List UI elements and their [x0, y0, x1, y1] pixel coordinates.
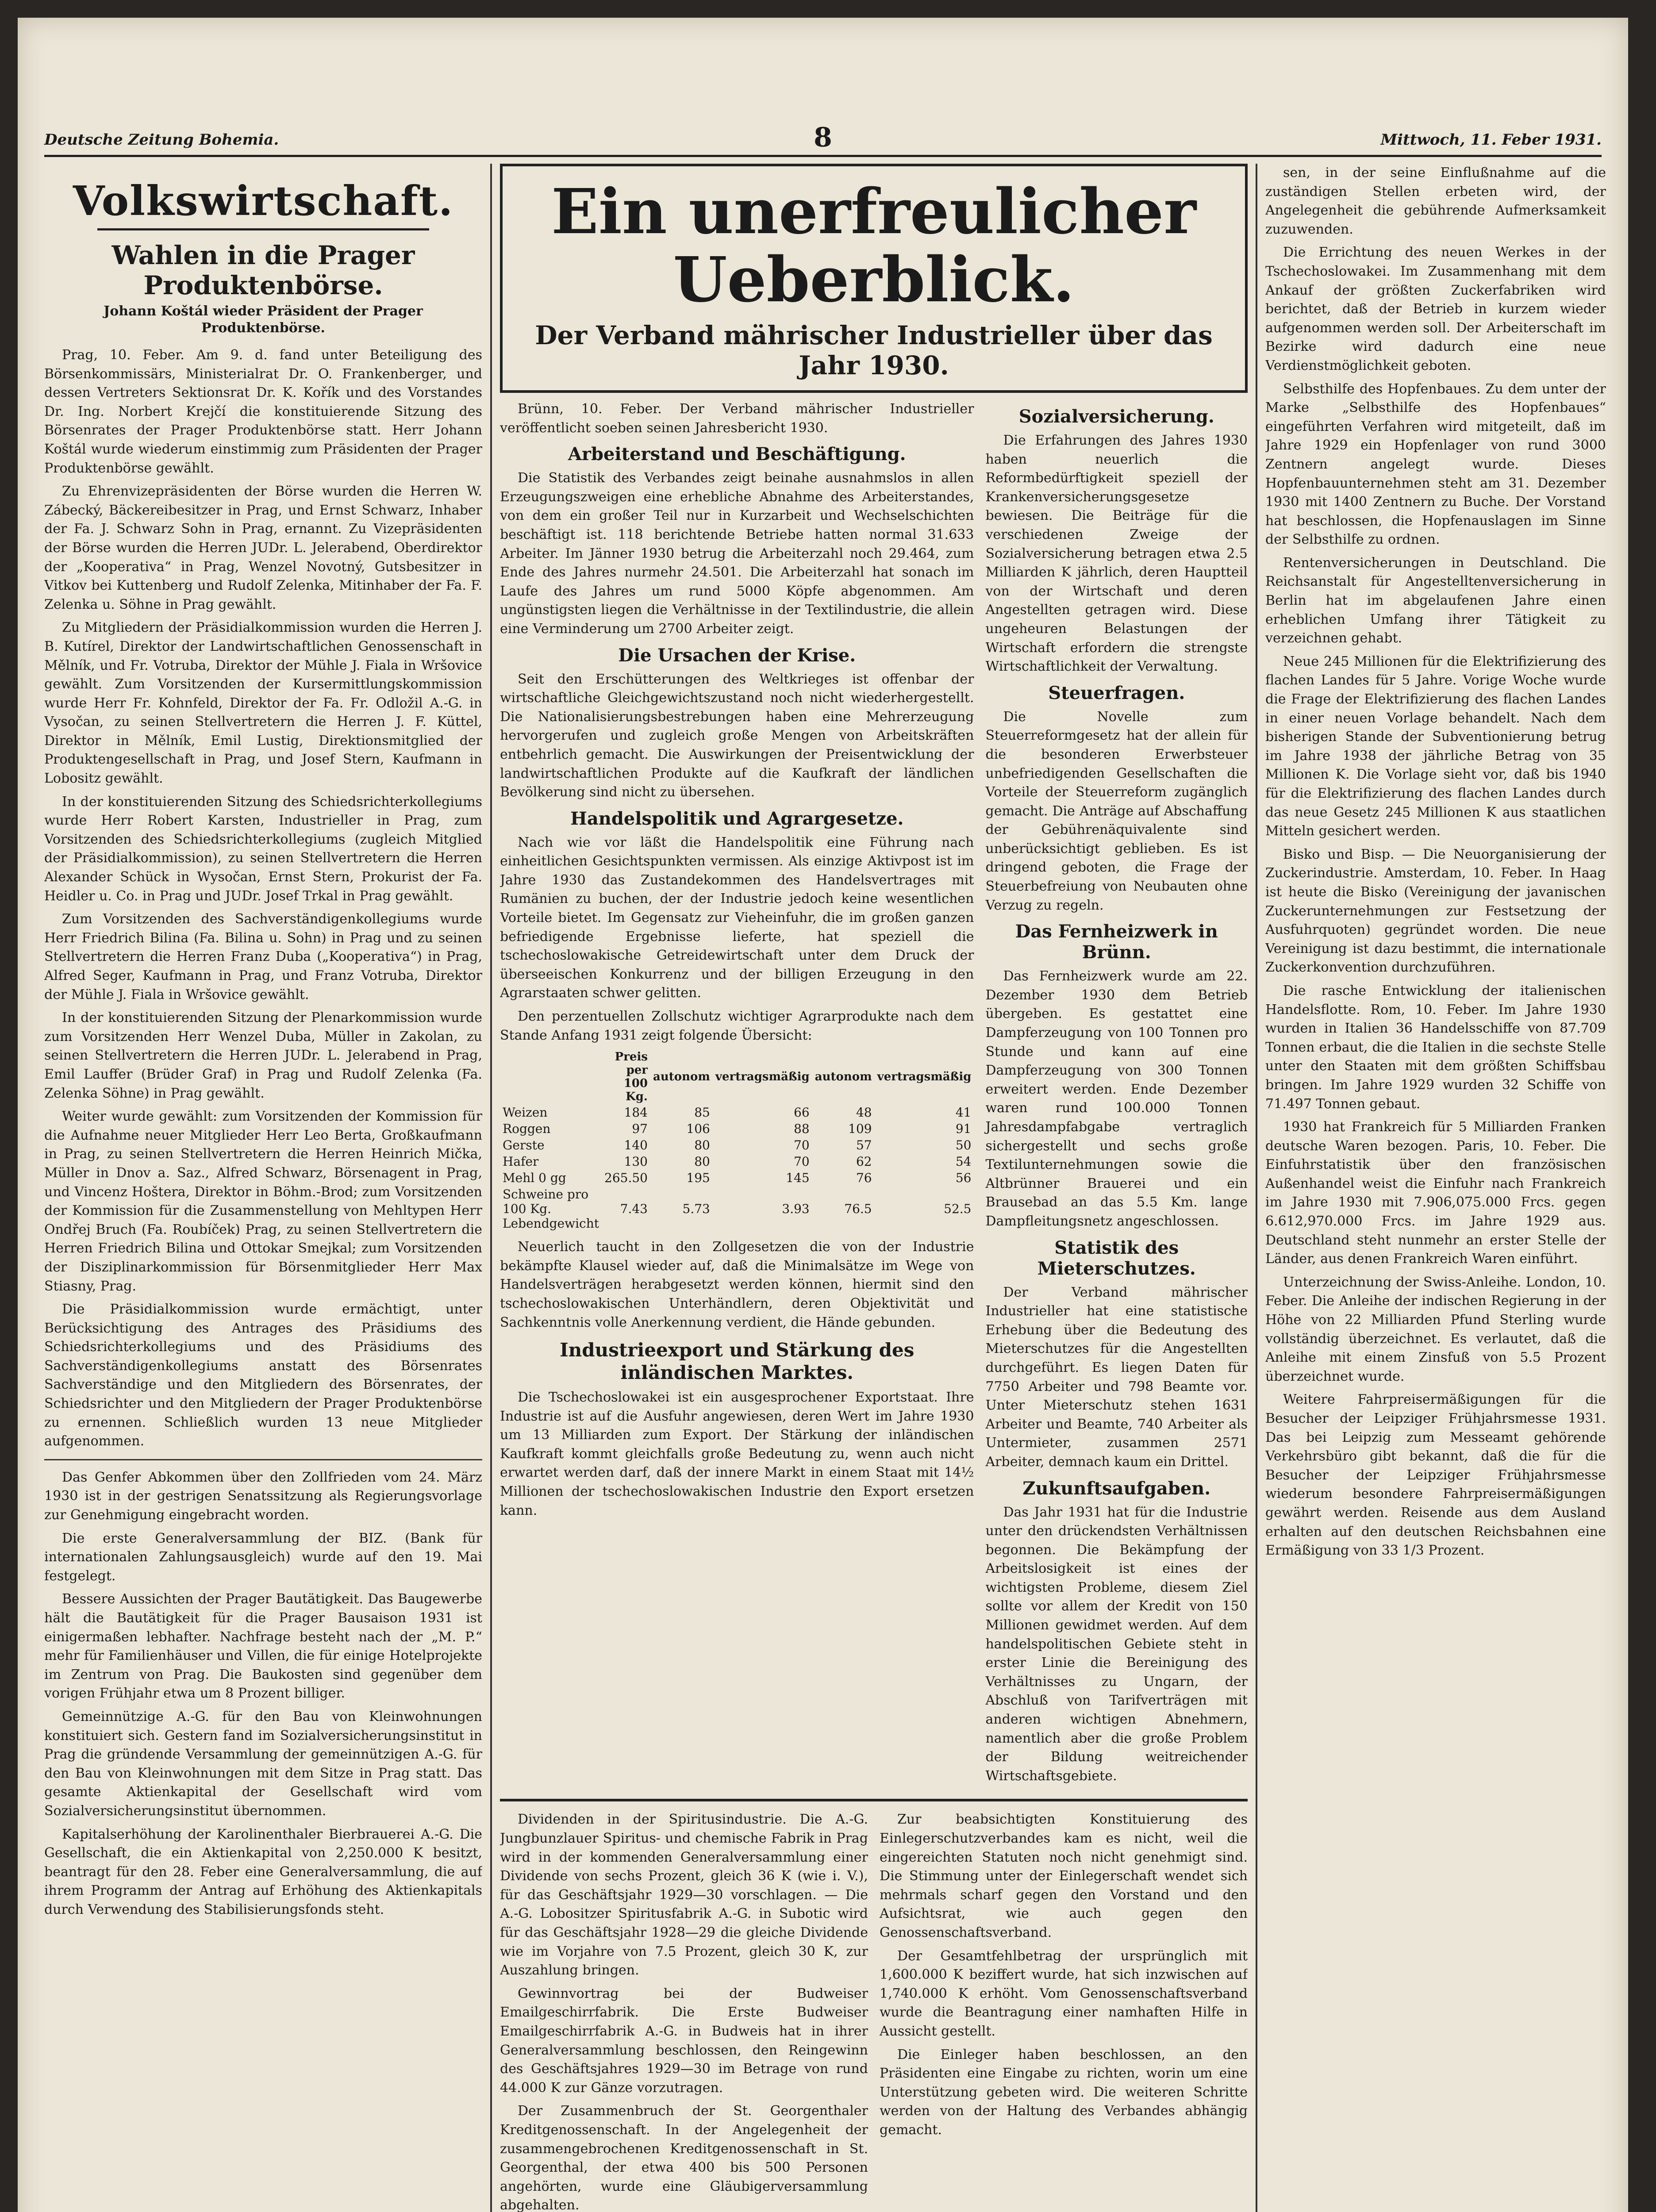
bottom-notes-column-2	[880, 1810, 1248, 2212]
subheading: Handelspolitik und Agrargesetze.	[570, 808, 904, 829]
note: Kapitalserhöhung der Karolinenthaler Bierbrauerei A.-G. Die Gesellschaft, die ein Aktienkapital von 2,250.000 K besitzt, beantragt für den 28. Feber eine Generalversammlung, die auf ihrem Programm der Antrag auf Erhöhung des Aktienkapitals durch Verwendung des Stabilisierungsfonds steht.	[44, 1826, 482, 1917]
paragraph: Neue 245 Millionen für die Elektrifizierung des flachen Landes für 5 Jahre. Vorige Woche wurde die Frage der Elektrifizierung des flachen Landes in einer neuen Vorlage behandelt. Nach dem bisherigen Stande der Subventionierung betrug im Jahre 1938 der jährliche Betrag von 35 Millionen K. Die Vorlage sieht vor, daß bis 1940 für die Elektrifizierung des flachen Landes durch das neue Gesetz 245 Millionen K aus staatlichen Mitteln gesichert werden.	[1265, 653, 1606, 839]
table-cell: 56	[955, 1171, 972, 1186]
table-header: autonom	[653, 1070, 710, 1084]
table-cell: Gerste	[503, 1138, 545, 1153]
article-title: Wahlen in die Prager Produktenbörse.	[111, 240, 415, 300]
section-title: Volkswirtschaft.	[73, 177, 454, 225]
paragraph: Selbsthilfe des Hopfenbaues. Zu dem unter der Marke „Selbsthilfe des Hopfenbaues“ eingeführten Verfahren wird mitgeteilt, daß im Jahre 1929 ein Hopfenlager von rund 3000 Zentnern angelegt wurde. Dieses Hopfenbauunternehmen steht am 31. Dezember 1930 mit 1400 Zentnern zu Buche. Der Vorstand hat beschlossen, die Hopfenauslagen im Sinne der Selbsthilfe zu ordnen.	[1265, 381, 1606, 548]
paragraph: In der konstituierenden Sitzung des Schiedsrichterkollegiums wurde Herr Robert Karsten, Industrieller in Prag, zum Vorsitzenden des Schiedsrichterkollegiums (zugleich Mitglied der Präsidialkommission), zu seinen Stellvertretern die Herren Alexander Schück in Wysočan, Ernst Stern, Prokurist der Fa. Heidler u. Co. in Prag und JUDr. Josef Trkal in Prag gewählt.	[44, 794, 482, 904]
table-cell: 80	[694, 1154, 710, 1169]
article-subtitle: Johann Koštál wieder Präsident der Prager Produktenbörse.	[104, 303, 423, 336]
table-cell: Weizen	[503, 1105, 548, 1120]
paragraph: Prag, 10. Feber. Am 9. d. fand unter Beteiligung des Börsenkommissärs, Ministerialrat Dr. O. Frankenberger, und dessen Vertreters Sektionsrat Dr. K. Kořík und des Vorstandes Dr. Ing. Norbert Krejčí die konstituierende Sitzung des Börsenrates der Prager Produktenbörse statt. Herr Johann Koštál wurde wiederum einstimmig zum Präsidenten der Prager Produktenbörse gewählt.	[44, 347, 482, 476]
masthead: Deutsche Zeitung Bohemia.	[44, 131, 279, 149]
table-cell: 41	[955, 1105, 972, 1120]
page-number: 8	[814, 122, 832, 153]
table-cell: 5.73	[682, 1202, 710, 1217]
paragraph: Nach wie vor läßt die Handelspolitik eine Führung nach einheitlichen Gesichtspunkten vermissen. Als einzige Aktivpost ist im Jahre 1930 das Zustandekommen des Handelsvertrages mit Rumänien zu buchen, der der Industrie jedoch keine wesentlichen Vorteile bietet. Im Gegensatz zur Vieheinfuhr, die im großen ganzen befriedigende Ergebnisse lieferte, hat speziell die tschechoslowakische Getreidewirtschaft unter dem Druck der überseeischen Konkurrenz und der billigen Erzeugung in den Agrarstaaten schwer gelitten.	[500, 834, 974, 1001]
table-cell: 3.93	[782, 1202, 810, 1217]
paragraph: Die Statistik des Verbandes zeigt beinahe ausnahmslos in allen Erzeugungszweigen eine erhebliche Abnahme des Arbeiterstandes, von dem ein großer Teil nur in Kurzarbeit und Wechselschichten beschäftigt ist. 118 berichtende Betriebe hatten normal 31.633 Arbeiter. Im Jänner 1930 betrug die Arbeiterzahl noch 29.464, zum Ende des Jahres nurmehr 24.501. Die Arbeiterzahl hat sonach im Laufe des Jahres um rund 5000 Köpfe abgenommen. Am ungünstigsten liegen die Verhältnisse in der Textilindustrie, die allein eine Verminderung um 2700 Arbeiter zeigt.	[500, 470, 974, 637]
divider	[44, 1459, 482, 1460]
subheading: Industrieexport und Stärkung des inländischen Marktes.	[560, 1339, 914, 1383]
subheading: Die Ursachen der Krise.	[618, 645, 856, 666]
table-cell: 265.50	[604, 1171, 648, 1186]
table-header: vertragsmäßig	[715, 1070, 810, 1084]
headline-banner	[500, 164, 1248, 393]
table-cell: 80	[694, 1138, 710, 1153]
paragraph: Das Jahr 1931 hat für die Industrie unter den drückendsten Verhältnissen begonnen. Die Bekämpfung der Arbeitslosigkeit ist eines der wichtigsten Probleme, diesem Ziel sollte vor allem der Kredit von 150 Millionen gewidmet werden. Auf dem handelspolitischen Gebiete steht in erster Linie die Bereinigung des Verhältnisses zu Ungarn, der Abschluß von Tarifverträgen mit anderen wichtigen Abnehmern, namentlich aber die große Problem der Bildung weitreichender Wirtschaftsgebiete.	[985, 1504, 1248, 1784]
note: Das Genfer Abkommen über den Zollfrieden vom 24. März 1930 ist in der gestrigen Senatssitzung als Regierungsvorlage zur Genehmigung eingebracht worden.	[44, 1469, 482, 1523]
subheading: Steuerfragen.	[1048, 682, 1185, 703]
bottom-notes-column-1	[500, 1810, 868, 2212]
subheading: Das Fernheizwerk in Brünn.	[1015, 921, 1218, 963]
paragraph: Rentenversicherungen in Deutschland. Die Reichsanstalt für Angestelltenversicherung in Berlin hat im abgelaufenen Jahre einen erheblichen Umfang ihrer Tätigkeit zu verzeichnen gehabt.	[1265, 555, 1606, 646]
table-cell: 7.43	[620, 1202, 648, 1217]
table-cell: 85	[694, 1105, 710, 1120]
bottom-notes	[500, 1810, 1248, 2212]
table-header-row	[500, 1049, 974, 1104]
note: Bessere Aussichten der Prager Bautätigkeit. Das Baugewerbe hält die Bautätigkeit für die Prager Bausaison 1931 ist einigermaßen lebhafter. Nachfrage besteht nach der „M. P.“ mehr für Familienhäuser und Villen, die für einige Hotelprojekte im Zentrum von Prag. Die Baukosten sind gegenüber dem vorigen Frühjahr etwa um 8 Prozent billiger.	[44, 1591, 482, 1701]
column-rule-2	[1256, 164, 1257, 2212]
table-cell: 54	[955, 1154, 972, 1169]
subheading: Zukunftsaufgaben.	[1022, 1478, 1211, 1499]
headline: Ein unerfreulicher Ueberblick.	[551, 176, 1196, 316]
table-header: autonom	[815, 1070, 872, 1084]
table-cell: 195	[686, 1171, 710, 1186]
tariff-table	[500, 1049, 974, 1232]
note: Der Zusammenbruch der St. Georgenthaler Kreditgenossenschaft. In der Angelegenheit der zusammengebrochenen Kreditgenossenschaft in St. Georgenthal, der etwa 400 bis 500 Personen angehörten, wurde eine Gläubigerversammlung abgehalten.	[500, 2103, 868, 2212]
paragraph: In der konstituierenden Sitzung der Plenarkommission wurde zum Vorsitzenden Herr Wenzel Duba, Müller in Zakolan, zu seinen Stellvertretern die Herren JUDr. L. Jelerabend in Prag, Emil Lauffer (Brüder Graf) in Prag und Rudolf Zelenka (Fa. Zelenka Söhne) in Prag gewählt.	[44, 1010, 482, 1101]
section-rule	[97, 228, 429, 230]
paragraph: Weiter wurde gewählt: zum Vorsitzenden der Kommission für die Aufnahme neuer Mitglieder Herr Leo Berta, Großkaufmann in Prag, zu seinen Stellvertretern die Herren Heinrich Mička, Müller in Dnov a. Saz., Alfred Schwarz, Börsenagent in Prag, und Vincenz Hoštera, Direktor in Böhm.-Brod; zum Vorsitzenden der Kommission für die Zusammenstellung von Mehltypen Herr Ondřej Bruch (Fa. Roubíček) Prag, zu seinen Stellvertretern die Herren Friedrich Bilina und Ottokar Smejkal; zum Vorsitzenden der Disziplinarkommission für Börsenmitglieder Herr Max Stiasny, Prag.	[44, 1109, 482, 1294]
note: Der Gesamtfehlbetrag der ursprünglich mit 1,600.000 K beziffert wurde, hat sich inzwischen auf 1,740.000 K erhöht. Vom Genossenschaftsverband wurde die Beantragung einer namhaften Hilfe in Aussicht gestellt.	[880, 1948, 1248, 2039]
table-header	[500, 1049, 602, 1104]
table-cell: 62	[856, 1154, 872, 1169]
table-row	[500, 1153, 974, 1170]
report-column-1	[500, 400, 974, 1790]
table-cell: 57	[856, 1138, 872, 1153]
divider	[500, 1799, 1248, 1801]
table-cell: 52.5	[944, 1202, 972, 1217]
paragraph: 1930 hat Frankreich für 5 Milliarden Franken deutsche Waren bezogen. Paris, 10. Feber. Die Einfuhrstatistik über den französischen Außenhandel weist die Einfuhr nach Frankreich im Jahre 1930 mit 7.906,075.000 Frcs. gegen 6.612,970.000 Frcs. im Jahre 1929 aus. Deutschland steht nunmehr an erster Stelle der Länder, aus denen Frankreich Waren einführt.	[1265, 1119, 1606, 1267]
table-cell: 88	[794, 1121, 810, 1137]
table-cell: 140	[624, 1138, 648, 1153]
table-cell: Schweine pro 100 Kg. Lebendgewicht	[503, 1187, 599, 1231]
table-cell: 97	[632, 1121, 648, 1137]
table-cell: 76	[856, 1171, 872, 1186]
table-cell: 48	[856, 1105, 872, 1120]
paragraph: Die Erfahrungen des Jahres 1930 haben neuerlich die Reformbedürftigkeit speziell der Krankenversicherungsgesetze bewiesen. Die Beiträge für die verschiedenen Zweige der Sozialversicherung betragen etwa 2.5 Milliarden K jährlich, deren Hauptteil von der Wirtschaft und deren Angestellten getragen wird. Diese ungeheuren Belastungen der Wirtschaft erfordern die strengste Wirtschaftlichkeit der Verwaltung.	[985, 433, 1248, 675]
table-cell: 70	[794, 1154, 810, 1169]
table-cell: 76.5	[844, 1202, 872, 1217]
note: Zur beabsichtigten Konstituierung des Einlegerschutzverbandes kam es nicht, weil die eingereichten Statuten noch nicht genehmigt sind. Die Stimmung unter der Einlegerschaft wendet sich mehrmals scharf gegen den Vorstand und den Aufsichtsrat, wie auch gegen den Genossenschaftsverband.	[880, 1812, 1248, 1940]
report-column-2	[985, 400, 1248, 1790]
table-row	[500, 1104, 974, 1121]
table-cell: 145	[786, 1171, 810, 1186]
intro-paragraph: Brünn, 10. Feber. Der Verband mährischer Industrieller veröffentlicht soeben seinen Jahresbericht 1930.	[500, 401, 974, 436]
table-row	[500, 1186, 974, 1232]
table-cell: 70	[794, 1138, 810, 1153]
paragraph: Neuerlich taucht in den Zollgesetzen die von der Industrie bekämpfte Klausel wieder auf, daß die Minimalsätze im Wege von Handelsverträgen herabgesetzt werden können, hiermit sind den tschechoslowakischen Unterhändlern, deren Objektivität und Sachkenntnis volle Anerkennung verdient, die Hände gebunden.	[500, 1239, 974, 1330]
paragraph: Den perzentuellen Zollschutz wichtiger Agrarprodukte nach dem Stande Anfang 1931 zeigt folgende Übersicht:	[500, 1009, 974, 1043]
paragraph: Zum Vorsitzenden des Sachverständigenkollegiums wurde Herr Friedrich Bilina (Fa. Bilina u. Sohn) in Prag und zu seinen Stellvertretern die Herren Franz Duba („Kooperativa“) in Prag, Alfred Seger, Kaufmann in Prag, und Franz Votruba, Direktor der Mühle J. Fiala in Wršovice gewählt.	[44, 911, 482, 1002]
paragraph: Unterzeichnung der Swiss-Anleihe. London, 10. Feber. Die Anleihe der indischen Regierung in der Höhe von 22 Milliarden Pfund Sterling wurde vollständig überzeichnet. Es verlautet, daß die Anleihe mit einem Zinsfuß von 5.5 Prozent überzeichnet wurde.	[1265, 1274, 1606, 1384]
table-cell: Roggen	[503, 1121, 551, 1137]
news-notes	[44, 1468, 482, 1920]
table-row	[500, 1121, 974, 1137]
note: Gewinnvortrag bei der Budweiser Emailgeschirrfabrik. Die Erste Budweiser Emailgeschirrfabrik A.-G. in Budweis hat in ihrer Generalversammlung beschlossen, den Reingewinn des Geschäftsjahres 1929—30 im Betrage von rund 44.000 K zur Gänze vorzutragen.	[500, 1985, 868, 2096]
table-cell: 66	[794, 1105, 810, 1120]
paragraph: Bisko und Bisp. — Die Neuorganisierung der Zuckerindustrie. Amsterdam, 10. Feber. In Haag ist heute die Bisko (Vereinigung der javanischen Zuckerunternehmungen zur Festsetzung der Ausfuhrquoten) gegründet worden. Die neue Vereinigung ist dazu bestimmt, die internationale Zuckerkonvention durchzuführen.	[1265, 846, 1606, 975]
page-header	[44, 119, 1602, 157]
table-header: vertragsmäßig	[877, 1070, 972, 1084]
headline-subtitle: Der Verband mährischer Industrieller über das Jahr 1930.	[535, 320, 1213, 380]
paragraph: Der Verband mährischer Industrieller hat eine statistische Erhebung über die Bedeutung des Mieterschutzes für die Angestellten durchgeführt. Es liegen Daten für 7750 Arbeiter und 798 Beamte vor. Unter Mieterschutz stehen 1631 Arbeiter und Beamte, 740 Arbeiter als Untermieter, zusammen 2571 Arbeiter, demnach kaum ein Drittel.	[985, 1284, 1248, 1470]
note: Die erste Generalversammlung der BIZ. (Bank für internationalen Zahlungsausgleich) wurde auf den 19. Mai festgelegt.	[44, 1530, 482, 1584]
paragraph: Seit den Erschütterungen des Weltkrieges ist offenbar der wirtschaftliche Gleichgewichtszustand noch nicht wiederhergestellt. Die Nationalisierungsbestrebungen haben eine Mehrerzeugung hervorgerufen und zugleich große Mengen von Arbeitskräften entbehrlich gemacht. Die Auswirkungen der Preisentwicklung der landwirtschaftlichen Produkte auf die Kaufkraft der ländlichen Bevölkerung sind nicht zu übersehen.	[500, 671, 974, 800]
note: Dividenden in der Spiritusindustrie. Die A.-G. Jungbunzlauer Spiritus- und chemische Fabrik in Prag wird in der kommenden Generalversammlung einer Dividende von sechs Prozent, gleich 36 K (wie i. V.), für das Geschäftsjahr 1929—30 vorschlagen. — Die A.-G. Lobositzer Spiritusfabrik A.-G. in Subotic wird für das Geschäftsjahr 1928—29 die gleiche Dividende wie im Vorjahre von 7.5 Prozent, gleich 30 K, zur Auszahlung bringen.	[500, 1812, 868, 1978]
table-cell: 109	[848, 1121, 872, 1137]
right-column	[1265, 164, 1606, 2212]
paragraph: Die rasche Entwicklung der italienischen Handelsflotte. Rom, 10. Feber. Im Jahre 1930 wurden in Italien 36 Handelsschiffe von 87.709 Tonnen erbaut, die die Italien in die sechste Stelle unter den Staaten mit dem größten Schiffsbau bringen. Im Jahre 1929 wurden 32 Schiffe von 71.497 Tonnen gebaut.	[1265, 983, 1606, 1112]
paragraph: Die Errichtung des neuen Werkes in der Tschechoslowakei. Im Zusammenhang mit dem Ankauf der größten Zuckerfabriken wird berichtet, daß der Betrieb in kurzem wieder aufgenommen werden soll. Der Arbeiterschaft im Bezirke wird dadurch eine neue Verdienstmöglichkeit geboten.	[1265, 245, 1606, 373]
table-cell: Hafer	[503, 1154, 539, 1169]
table-row	[500, 1170, 974, 1186]
paragraph: sen, in der seine Einflußnahme auf die zuständigen Stellen erbeten wird, der Angelegenheit die gebührende Aufmerksamkeit zuzuwenden.	[1265, 165, 1606, 237]
table-cell: 130	[624, 1154, 648, 1169]
paragraph: Die Novelle zum Steuerreformgesetz hat der allein für die besonderen Erwerbsteuer unbefriedigenden Gesellschaften die Vorteile der Steuerreform zugänglich gemacht. Die Anträge auf Abschaffung der Gebührenäquivalente sind unberücksichtigt geblieben. Es ist dringend geboten, die Frage der Steuerbefreiung von Neubauten ohne Verzug zu regeln.	[985, 709, 1248, 913]
table-cell: 106	[686, 1121, 710, 1137]
subheading: Arbeiterstand und Beschäftigung.	[568, 444, 906, 465]
paragraph: Zu Mitgliedern der Präsidialkommission wurden die Herren J. B. Kutírel, Direktor der Landwirtschaftlichen Genossenschaft in Mělník, und Fr. Votruba, Direktor der Mühle J. Fiala in Wršovice gewählt. Zum Vorsitzenden der Kursermittlungskommission wurde Herr Fr. Kohnfeld, Direktor der Fa. Fr. Odložil A.-G. in Vysočan, zu seinen Stellvertretern die Herren J. F. Küttel, Direktor in Mělník, Emil Lustig, Direktionsmitglied der Produktengesellschaft in Prag, und Josef Stern, Kaufmann in Lobositz gewählt.	[44, 620, 482, 787]
column-rule-1	[490, 164, 492, 2212]
left-column	[44, 164, 482, 2212]
subheading: Statistik des Mieterschutzes.	[1037, 1237, 1196, 1279]
middle-column	[500, 164, 1248, 2212]
note: Gemeinnützige A.-G. für den Bau von Kleinwohnungen konstituiert sich. Gestern fand im Sozialversicherungsinstitut in Prag die gründende Versammlung der gemeinnützigen A.-G. für den Bau von Kleinwohnungen mit dem Sitze in Prag statt. Das gesamte Aktienkapital der Gesellschaft wird vom Sozialversicherungsinstitut übernommen.	[44, 1709, 482, 1819]
table-cell: 91	[955, 1121, 972, 1137]
table-header: Preis per 100 Kg.	[615, 1050, 648, 1104]
table-row	[500, 1137, 974, 1153]
issue-date: Mittwoch, 11. Feber 1931.	[1380, 131, 1602, 149]
newspaper-page	[18, 18, 1628, 2212]
paragraph: Die Tschechoslowakei ist ein ausgesprochener Exportstaat. Ihre Industrie ist auf die Ausfuhr angewiesen, deren Wert im Jahre 1930 um 13 Milliarden zum Export. Der Stärkung der inländischen Kaufkraft kommt gleichfalls große Bedeutung zu, wenn auch nicht erwartet werden darf, daß der innere Markt in einem Staat mit 14½ Millionen der tschechoslowakischen Industrie den Export ersetzen kann.	[500, 1389, 974, 1518]
table-cell: 184	[624, 1105, 648, 1120]
table-cell: 50	[955, 1138, 972, 1153]
paragraph: Weitere Fahrpreisermäßigungen für die Besucher der Leipziger Frühjahrsmesse 1931. Das bei Leipzig zum Messeamt gehörende Verkehrsbüro gibt bekannt, daß die für die Besucher der Leipziger Frühjahrsmesse wiederum besondere Fahrpreisermäßigungen gewährt werden. Reisende aus dem Ausland erhalten auf den deutschen Reichsbahnen eine Ermäßigung von 33 1/3 Prozent.	[1265, 1392, 1606, 1559]
table-cell: Mehl 0 gg	[503, 1171, 566, 1186]
article-body	[44, 346, 482, 1451]
paragraph: Das Fernheizwerk wurde am 22. Dezember 1930 dem Betrieb übergeben. Es gestattet eine Dampferzeugung von 100 Tonnen pro Stunde und kann auf eine Dampferzeugung von 300 Tonnen erweitert werden. Ende Dezember waren rund 100.000 Tonnen Jahresdampfabgabe vertraglich sichergestellt und sechs große Textilunternehmungen sowie die Altbrünner Brauerei und ein Brausebad an das 5.5 Km. lange Dampfleitungsnetz angeschlossen.	[985, 968, 1248, 1229]
subheading: Sozialversicherung.	[1018, 406, 1214, 427]
note: Die Einleger haben beschlossen, an den Präsidenten eine Eingabe zu richten, worin um eine Unterstützung gebeten wird. Die weiteren Schritte werden von der Haltung des Verbandes abhängig gemacht.	[880, 2047, 1248, 2138]
paragraph: Die Präsidialkommission wurde ermächtigt, unter Berücksichtigung des Antrages des Präsidiums des Schiedsrichterkollegiums und des Präsidiums des Sachverständigenkollegiums anstatt des Börsenrates Sachverständige und den Mitgliedern des Börsenrates, der Schiedsrichter und den Mitgliedern der Prager Produktenbörse zu ernennen. Schließlich wurden 13 neue Mitglieder aufgenommen.	[44, 1302, 482, 1449]
paragraph: Zu Ehrenvizepräsidenten der Börse wurden die Herren W. Zábecký, Bäckereibesitzer in Prag, und Ernst Schwarz, Inhaber der Fa. J. Schwarz Sohn in Prag, ernannt. Zu Vizepräsidenten der Börse wurden die Herren JUDr. L. Jelerabend, Oberdirektor der „Kooperativa“ in Prag, Wenzel Novotný, Gutsbesitzer in Vitkov bei Kuttenberg und Rudolf Zelenka, Mitinhaber der Fa. F. Zelenka u. Söhne in Prag gewählt.	[44, 484, 482, 612]
report-columns	[500, 400, 1248, 1790]
